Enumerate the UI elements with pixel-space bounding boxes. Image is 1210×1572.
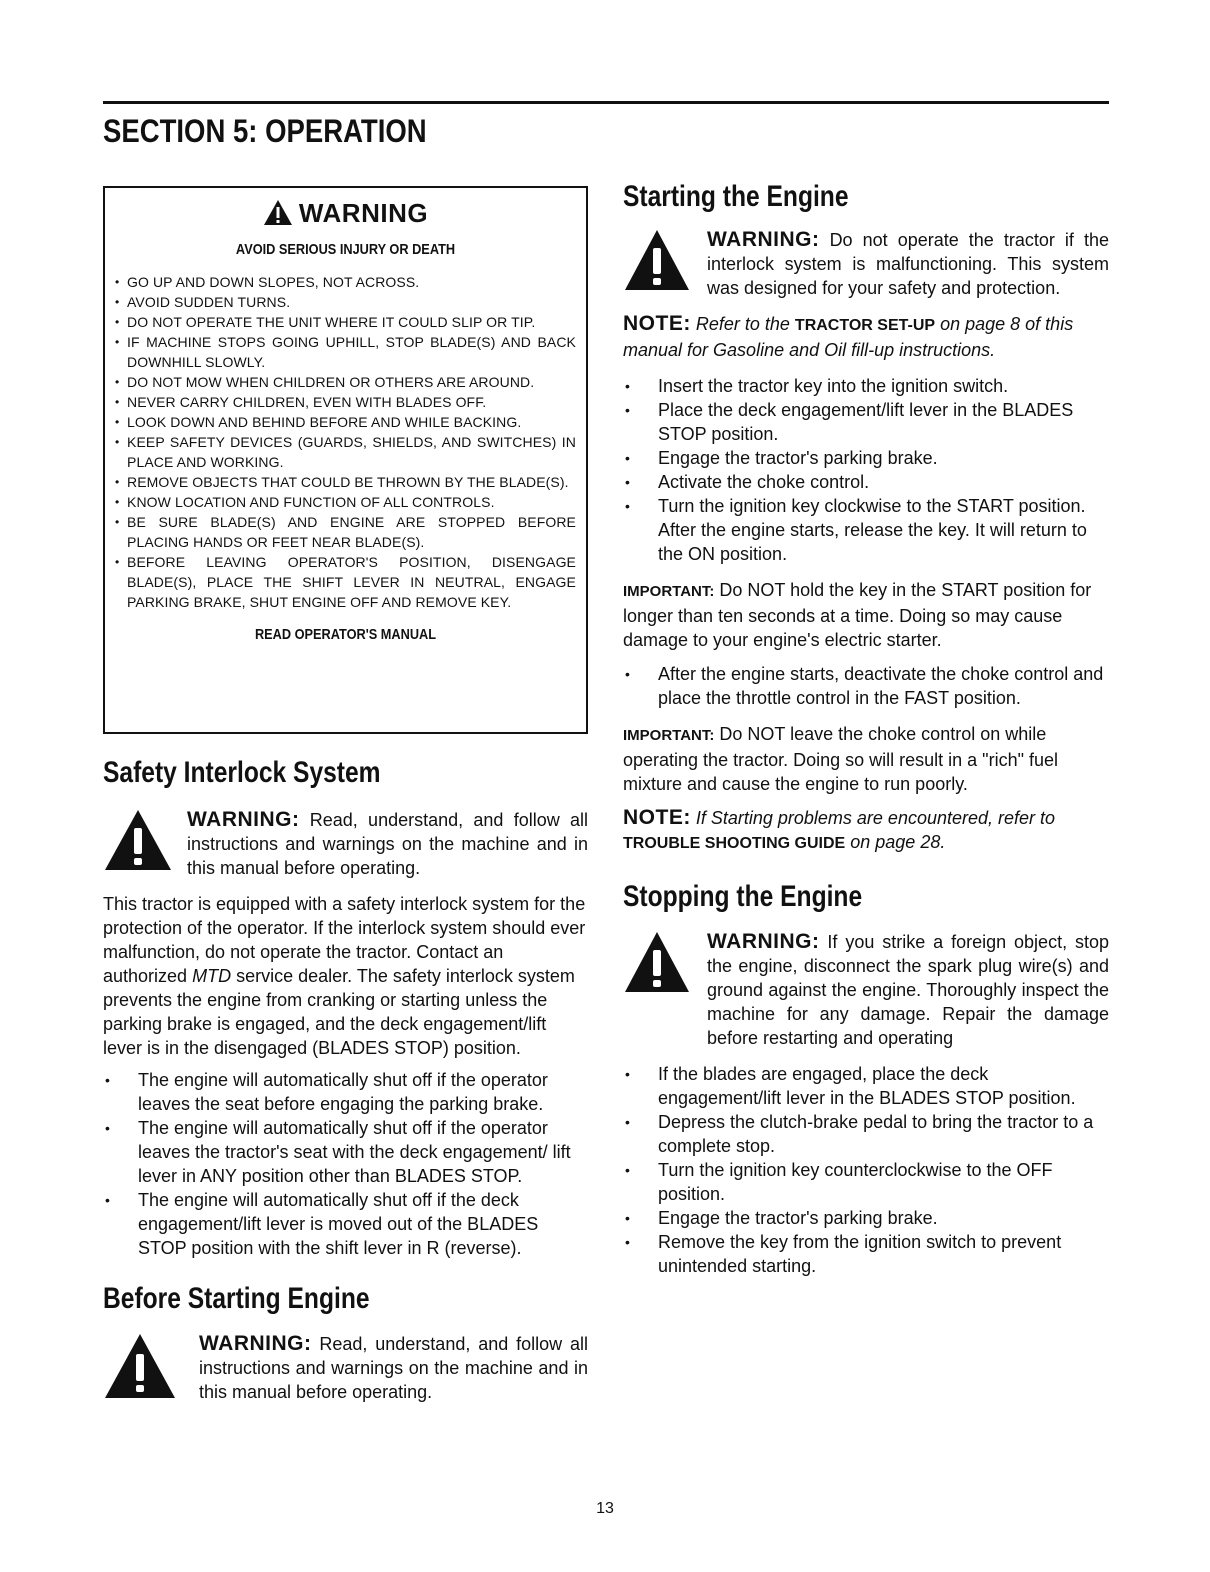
warning-label: WARNING: [187,808,300,831]
warning-label: WARNING: [707,228,820,251]
list-item: • IF MACHINE STOPS GOING UPHILL, STOP BLADE(S) AND BACK DOWNHILL SLOWLY. [115,332,576,372]
warning-label: WARNING: [707,930,820,953]
list-item: • Remove the key from the ignition switch to prevent unintended starting. [623,1230,1109,1278]
note-text-pre: If Starting problems are encountered, refer to [695,808,1056,828]
list-item: • Activate the choke control. [623,470,1109,494]
before-starting-heading: Before Starting Engine [103,1282,370,1315]
warning-box-footer: READ OPERATOR'S MANUAL [254,626,437,643]
warning-triangle-icon [103,1332,199,1405]
stopping-engine-warning [623,930,1109,1050]
list-item: • The engine will automatically shut off if the deck engagement/lift lever is moved out of the BLADES STOP position with the shift lever in R (reverse). [103,1188,588,1260]
setup-note [623,312,1109,362]
mtd-brand: MTD [192,966,232,986]
note-text-post: on page 28. [850,832,946,852]
list-item: • KNOW LOCATION AND FUNCTION OF ALL CONTROLS. [115,492,576,512]
list-item: • Insert the tractor key into the ignition switch. [623,374,1109,398]
warning-text [199,1332,588,1404]
warning-message: Do not operate the tractor if the interlock system is malfunctioning. This system was designed for your safety and protection. [707,230,1109,298]
note-reference: TROUBLE SHOOTING GUIDE [623,835,846,852]
list-item: • DO NOT OPERATE THE UNIT WHERE IT COULD SLIP OR TIP. [115,312,576,332]
stopping-engine-heading: Stopping the Engine [623,880,863,913]
starting-steps [623,374,1109,566]
interlock-bullets [103,1068,588,1260]
starting-engine-warning [623,228,1109,300]
list-item: • AVOID SUDDEN TURNS. [115,292,576,312]
warning-triangle-icon [103,808,187,877]
safety-interlock-warning [103,808,588,880]
warning-text [187,808,588,880]
warning-box-subtitle: AVOID SERIOUS INJURY OR DEATH [235,241,456,258]
list-item: • Turn the ignition key counterclockwise to the OFF position. [623,1158,1109,1206]
list-item: • GO UP AND DOWN SLOPES, NOT ACROSS. [115,272,576,292]
list-item: • KEEP SAFETY DEVICES (GUARDS, SHIELDS, AND SWITCHES) IN PLACE AND WORKING. [115,432,576,472]
warning-box-title: WARNING [298,198,429,228]
warning-triangle-icon [623,930,707,999]
important-label: IMPORTANT: [623,583,715,600]
list-item: • REMOVE OBJECTS THAT COULD BE THROWN BY THE BLADE(S). [115,472,576,492]
list-item: • After the engine starts, deactivate the choke control and place the throttle control in the FAST position. [623,662,1109,710]
safety-interlock-heading: Safety Interlock System [103,756,381,789]
warning-box-header [115,198,576,231]
list-item: • NEVER CARRY CHILDREN, EVEN WITH BLADES OFF. [115,392,576,412]
safety-rules-list [115,272,576,612]
left-column [103,186,588,1405]
list-item: • BEFORE LEAVING OPERATOR'S POSITION, DISENGAGE BLADE(S), PLACE THE SHIFT LEVER IN NEUTRAL, ENGAGE PARKING BRAKE, SHUT ENGINE OFF AND REMOVE KEY. [115,552,576,612]
list-item: • BE SURE BLADE(S) AND ENGINE ARE STOPPED BEFORE PLACING HANDS OR FEET NEAR BLADE(S). [115,512,576,552]
important-note-1 [623,578,1109,652]
note-text-pre: Refer to the [695,314,790,334]
interlock-description [103,892,588,1060]
warning-text [707,930,1109,1050]
stopping-steps [623,1062,1109,1278]
right-column [623,180,1109,1278]
note-label: NOTE: [623,806,691,829]
header-rule [103,101,1109,104]
warning-label: WARNING: [199,1332,312,1355]
list-item: • Place the deck engagement/lift lever in the BLADES STOP position. [623,398,1109,446]
starting-engine-heading: Starting the Engine [623,180,849,213]
important-note-2 [623,722,1109,796]
section-title: SECTION 5: OPERATION [103,113,427,149]
important-text: Do NOT hold the key in the START position for longer than ten seconds at a time. Doing so may cause damage to your engine's electric starter. [623,580,1092,650]
important-label: IMPORTANT: [623,727,715,744]
important-text: Do NOT leave the choke control on while operating the tractor. Doing so will result in a "rich" fuel mixture and cause the engine to run poorly. [623,724,1058,794]
list-item: • Depress the clutch-brake pedal to bring the tractor to a complete stop. [623,1110,1109,1158]
before-starting-warning [103,1332,588,1405]
warning-text [707,228,1109,300]
list-item: • The engine will automatically shut off if the operator leaves the tractor's seat with the deck engagement/ lift lever in ANY position other than BLADES STOP. [103,1116,588,1188]
list-item: • Engage the tractor's parking brake. [623,446,1109,470]
interlock-description-part2: service dealer. The safety interlock system prevents the engine from cranking or starting unless the parking brake is engaged, and the deck engagement/lift lever is in the disengaged (BLADES STOP) position. [103,966,575,1058]
note-label: NOTE: [623,312,691,335]
warning-message: Read, understand, and follow all instructions and warnings on the machine and in this manual before operating. [187,810,588,878]
warning-message: If you strike a foreign object, stop the engine, disconnect the spark plug wire(s) and ground against the engine. Thoroughly inspect the machine for any damage. Repair the damage before restarting and operating [707,932,1109,1048]
note-text-post: on page 8 of this manual for Gasoline and Oil fill-up instructions. [623,314,1074,360]
troubleshooting-note [623,806,1109,856]
list-item: • The engine will automatically shut off if the operator leaves the seat before engaging the parking brake. [103,1068,588,1116]
note-reference: TRACTOR SET-UP [794,317,936,334]
list-item: • Turn the ignition key clockwise to the START position. After the engine starts, release the key. It will return to the ON position. [623,494,1109,566]
list-item: • LOOK DOWN AND BEHIND BEFORE AND WHILE BACKING. [115,412,576,432]
list-item: • If the blades are engaged, place the deck engagement/lift lever in the BLADES STOP position. [623,1062,1109,1110]
warning-triangle-icon [623,228,707,297]
list-item: • Engage the tractor's parking brake. [623,1206,1109,1230]
warning-triangle-icon [263,199,293,231]
starting-steps-2 [623,662,1109,710]
page-number: 13 [596,1500,614,1517]
warning-message: Read, understand, and follow all instructions and warnings on the machine and in this manual before operating. [199,1334,588,1402]
interlock-description-part1: This tractor is equipped with a safety interlock system for the protection of the operator. If the interlock system should ever malfunction, do not operate the tractor. Contact an authorized [103,894,586,986]
list-item: • DO NOT MOW WHEN CHILDREN OR OTHERS ARE AROUND. [115,372,576,392]
safety-warning-box [103,186,588,734]
